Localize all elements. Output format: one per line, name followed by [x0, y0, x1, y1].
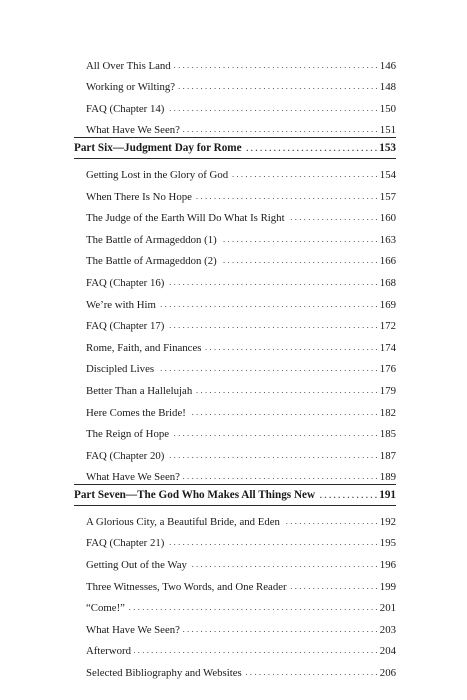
toc-entry-title: A Glorious City, a Beautiful Bride, and Eden: [86, 515, 280, 528]
toc-entry-title: The Battle of Armageddon (2): [86, 255, 217, 268]
dot-leader: [157, 363, 378, 375]
toc-entry: [74, 203, 396, 225]
toc-entry-title: All Over This Land: [86, 59, 171, 72]
dot-leader: [167, 277, 377, 289]
toc-entry-page: 166: [379, 255, 396, 268]
toc-entry-title: The Judge of the Earth Will Do What Is Right: [86, 212, 285, 225]
toc-entry: [74, 267, 396, 289]
toc-entry-title: Getting Out of the Way: [86, 559, 187, 572]
toc-entry-page: 189: [379, 471, 396, 484]
toc-entry-title: Discipled Lives: [86, 363, 155, 376]
toc-entry-title: “Come!”: [86, 602, 125, 615]
toc-entry: [74, 593, 396, 615]
toc-entry-title: Working or Wilting?: [86, 81, 176, 94]
toc-entry: [74, 354, 396, 376]
toc-entry-page: 179: [379, 384, 396, 397]
toc-entry: [74, 50, 396, 72]
toc-entry-title: Selected Bibliography and Websites: [86, 667, 242, 680]
toc-entry-page: 163: [379, 233, 396, 246]
toc-entry-page: 176: [379, 363, 396, 376]
toc-entry-title: Three Witnesses, Two Words, and One Reader: [86, 580, 287, 593]
dot-leader: [195, 385, 378, 397]
toc-entry-page: 204: [379, 645, 396, 658]
toc-entry: [74, 289, 396, 311]
toc-entry-page: 150: [379, 102, 396, 115]
dot-leader: [283, 516, 378, 528]
toc-entry-page: 187: [379, 449, 396, 462]
toc-entry-page: 154: [379, 168, 396, 181]
toc-entry-title: Afterword: [86, 645, 131, 658]
toc-entry: [74, 181, 396, 203]
toc-entry: [74, 397, 396, 419]
toc-entry-title: What Have We Seen?: [86, 471, 180, 484]
toc-entry-page: 146: [379, 59, 396, 72]
toc-part-title: Part Seven—The God Who Makes All Things New: [74, 489, 316, 502]
toc-part-title: Part Six—Judgment Day for Rome: [74, 142, 242, 155]
toc-entry: [74, 159, 396, 181]
toc-entry-title: Here Comes the Bride!: [86, 406, 186, 419]
dot-leader: [290, 581, 378, 593]
toc-entry-title: When There Is No Hope: [86, 190, 192, 203]
dot-leader: [288, 212, 378, 224]
dot-leader: [128, 602, 378, 614]
toc-entry: [74, 419, 396, 441]
toc-entry-title: FAQ (Chapter 21): [86, 537, 165, 550]
toc-entry-page: 199: [379, 580, 396, 593]
dot-leader: [183, 471, 378, 483]
dot-leader: [195, 191, 378, 203]
toc-entry-page: 151: [379, 124, 396, 137]
toc-entry-title: Better Than a Hallelujah: [86, 384, 193, 397]
dot-leader: [189, 407, 378, 419]
toc-entry: [74, 462, 396, 484]
toc-entry-title: Rome, Faith, and Finances: [86, 341, 202, 354]
toc-entry-title: FAQ (Chapter 14): [86, 102, 165, 115]
dot-leader: [318, 489, 377, 501]
toc-entry-page: 168: [379, 276, 396, 289]
dot-leader: [178, 81, 378, 93]
dot-leader: [220, 255, 378, 267]
dot-leader: [190, 559, 378, 571]
toc-entry: [74, 224, 396, 246]
toc-entry: [74, 528, 396, 550]
toc-entry: [74, 332, 396, 354]
dot-leader: [245, 667, 378, 679]
toc-entry-page: 157: [379, 190, 396, 203]
toc-entry-title: What Have We Seen?: [86, 124, 180, 137]
toc-part-heading: [74, 137, 396, 159]
toc-entry-page: 206: [379, 667, 396, 680]
toc-entry-page: 148: [379, 81, 396, 94]
toc-entry: [74, 614, 396, 636]
dot-leader: [220, 234, 378, 246]
dot-leader: [204, 342, 377, 354]
toc-entry-page: 192: [379, 515, 396, 528]
toc-entry: [74, 636, 396, 658]
toc-entry-page: 169: [379, 298, 396, 311]
toc-entry-page: 195: [379, 537, 396, 550]
toc-entry: [74, 549, 396, 571]
toc-part-heading: [74, 484, 396, 506]
toc-part-page: 153: [379, 142, 396, 155]
toc-entry: [74, 440, 396, 462]
toc-entry-page: 182: [379, 406, 396, 419]
toc-entry-page: 172: [379, 320, 396, 333]
toc-entry-title: The Reign of Hope: [86, 428, 170, 441]
toc-entry: [74, 571, 396, 593]
toc-entry: [74, 311, 396, 333]
toc-entry-title: Getting Lost in the Glory of God: [86, 168, 229, 181]
toc-entry: [74, 93, 396, 115]
dot-leader: [134, 645, 378, 657]
toc-entry: [74, 657, 396, 679]
dot-leader: [174, 60, 378, 72]
dot-leader: [231, 169, 378, 181]
dot-leader: [167, 537, 377, 549]
dot-leader: [183, 124, 378, 136]
toc-entry-page: 203: [379, 623, 396, 636]
toc-entry: [74, 115, 396, 137]
dot-leader: [245, 142, 378, 154]
toc-entry-title: We’re with Him: [86, 298, 156, 311]
toc-entry: [74, 246, 396, 268]
toc-entry-page: 160: [379, 212, 396, 225]
toc-entry-title: The Battle of Armageddon (1): [86, 233, 217, 246]
toc-entry-title: What Have We Seen?: [86, 623, 180, 636]
dot-leader: [167, 103, 377, 115]
toc-entry-page: 174: [379, 341, 396, 354]
toc-entry-page: 201: [379, 602, 396, 615]
toc-entry-page: 196: [379, 559, 396, 572]
toc-part-page: 191: [379, 489, 396, 502]
toc-entry: [74, 375, 396, 397]
toc-entry: [74, 72, 396, 94]
toc-entry-title: FAQ (Chapter 17): [86, 320, 165, 333]
toc-entry: [74, 506, 396, 528]
dot-leader: [167, 450, 377, 462]
toc-entry-page: 185: [379, 428, 396, 441]
dot-leader: [167, 320, 377, 332]
toc-entry-title: FAQ (Chapter 16): [86, 276, 165, 289]
dot-leader: [172, 428, 378, 440]
dot-leader: [159, 299, 378, 311]
toc-entry-title: FAQ (Chapter 20): [86, 449, 165, 462]
dot-leader: [183, 624, 378, 636]
table-of-contents: [74, 50, 396, 679]
